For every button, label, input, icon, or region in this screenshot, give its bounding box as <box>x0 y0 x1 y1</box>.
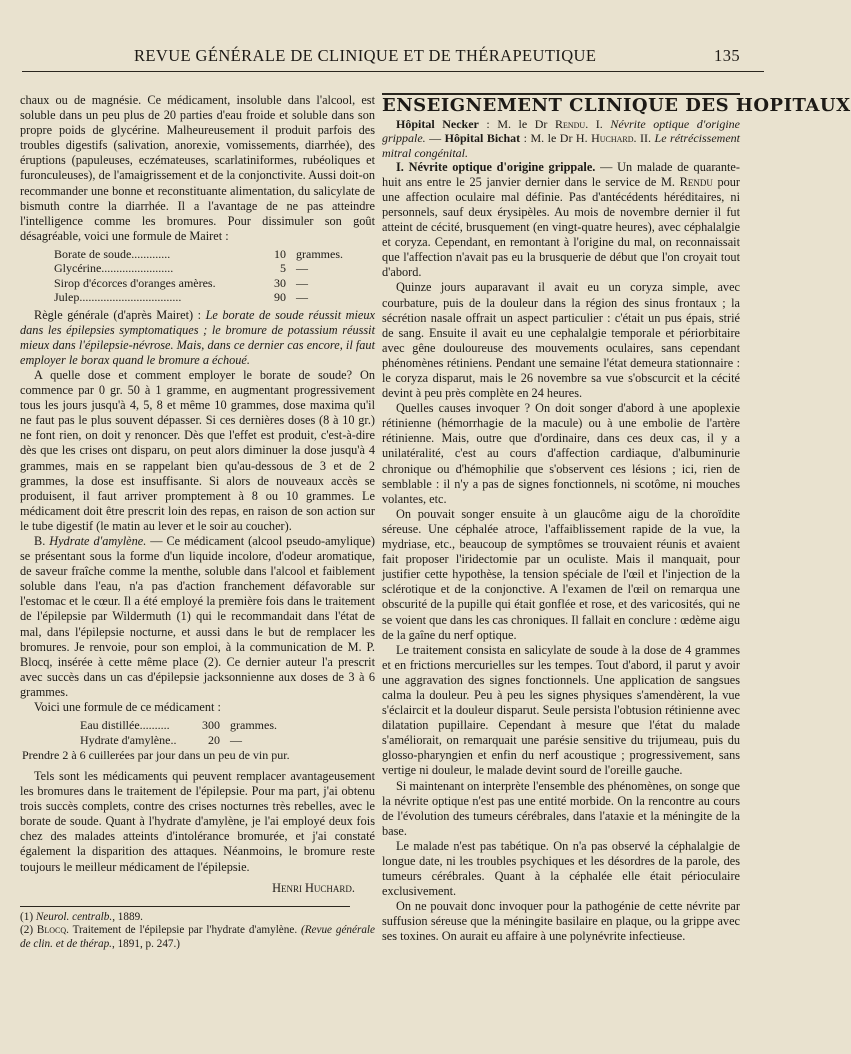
paragraph: On pouvait songer ensuite à un glaucôme aigu de la choroïdite séreuse. Une céphalée atroce, l'affaiblissement rapide de la vue, la mydriase, etc., beaucoup de symptômes se trouvaient réunis et avaient fait proposer l'iridectomie par un oculiste. Mais il manquait, pour justifier cette hypothèse, la tension spéciale de l'œil et l'injection de la sclérotique et de la conjonctive. A l'examen de l'œil on remarqua une obscurité de la pupille qui était gonflée et rose, et des varicosités, qui ne se voient que dans les cas chroniques. Il fallait en conclure : œdème aigu de la gaîne du nerf optique. <box>382 506 740 642</box>
formula-ingredient: Sirop d'écorces d'oranges amères. <box>54 275 216 290</box>
footnote <box>20 924 375 951</box>
paragraph: Si maintenant on interprète l'ensemble des phénomènes, on songe que la névrite optique n'est pas une entité morbide. On la rencontre au cours de l'évolution des tumeurs cérébrales, dans l'ataxie et la méningite de la base. <box>382 778 740 838</box>
formula-unit: grammes. <box>296 246 343 261</box>
formula-row <box>54 261 375 275</box>
formula-quantity: 90 <box>274 290 286 305</box>
hospital-name: Hôpital Bichat <box>444 131 521 146</box>
paragraph <box>20 308 375 368</box>
formula-quantity: 30 <box>274 275 286 290</box>
text-run: . I. <box>585 117 611 132</box>
formula-ingredient: Hydrate d'amylène.. <box>80 732 177 747</box>
author-signature: Henri Huchard. <box>272 880 355 895</box>
formula-unit: — <box>296 290 308 305</box>
formula-ingredient: Glycérine........................ <box>54 261 174 276</box>
paragraph: A quelle dose et comment employer le borate de soude? On commence par 0 gr. 50 à 1 gramme, en augmentant progressivement tous les jours jusqu'à 4, 5, 8 et même 10 grammes, dose maxima qu'il ne faut pas le plus souvent dépasser. Si ces dernières doses (8 à 10 gr.) ne font rien, on doit y renoncer. Dès que l'effet est produit, c'est-à-dire dès que les crises ont disparu, on peut alors diminuer la dose jusqu'à 4 grammes, mais en se rappelant bien qu'au-dessous de 3 et de 2 grammes, la dose est insuffisante. Si alors de nouveaux accès se produisent, il faut arriver promptement à 8 ou 10 grammes. Le médicament doit être prescrit loin des repas, en raison de son action sur le tube digestif (le matin au lever et le soir au coucher). <box>20 367 375 533</box>
italic-run: Le borate de soude réussit mieux dans les épilepsies symptomatiques ; le bromure de potassium réussit mieux dans l'épilepsie-névrose. Mais, dans ce dernier cas encore, il faut employer le borax quand le bromure a échoué. <box>20 307 375 367</box>
italic-run: Neurol. centralb. <box>35 910 113 923</box>
paragraph: On ne pouvait donc invoquer pour la pathogénie de cette névrite par suffusion séreuse que la méningite basilaire en plaque, ou la grippe avec ses toxines. On aurait eu affaire à une polynévrite infectieuse. <box>382 899 740 944</box>
left-column <box>20 93 375 952</box>
text-run: (2) <box>20 924 37 937</box>
text-run: : M. le Dr <box>478 117 555 132</box>
text-run: B. <box>34 533 50 548</box>
text-run: pour une affection oculaire mal définie. Pas d'antécédents héréditaires, ni personnels, sauf deux érysipèles. Au mois de novembre dernier il fut atteint de cécité, brusquement (en vingt-quatre heures), avec céphalalgie et coryza. Cependant, en remontant à l'origine du mal, on reconnaissait que l'affection n'avait pas eu la brusquerie de début que l'on croyait tout d'abord. <box>382 174 740 280</box>
dosage-instruction: Prendre 2 à 6 cuillerées par jour dans un peu de vin pur. <box>22 747 290 762</box>
running-head <box>22 44 782 68</box>
paragraph: Quelles causes invoquer ? On doit songer d'abord à une apoplexie rétinienne (hémorrhagie de la macule) ou à une embolie de l'artère rétinienne. Mais, outre que d'ordinaire, dans ces deux cas, il y a unilatéralité, c'est au cours d'affection cardiaque, d'albuminurie chronique ou d'hémophilie que s'observent ces lésions ; ici, rien de semblable : il n'y a pas de signes fonctionnels, ni scotôme, ni mouches volantes, etc. <box>382 401 740 506</box>
doctor-name: Rendu <box>679 174 713 189</box>
formula-quantity: 10 <box>274 246 286 261</box>
formula-row <box>54 290 375 304</box>
formula-unit: — <box>230 732 242 747</box>
right-column <box>382 93 851 945</box>
section-title: ENSEIGNEMENT CLINIQUE DES HOPITAUX <box>382 95 851 116</box>
doctor-name: Huchard <box>591 131 634 146</box>
hospital-name: Hôpital Necker <box>396 117 479 132</box>
author-name: Blocq <box>36 924 67 937</box>
formula-unit: — <box>296 275 308 290</box>
text-run: , 1891, p. 247.) <box>111 937 181 950</box>
formula-row <box>80 718 375 732</box>
text-run: , 1889. <box>112 910 143 923</box>
footnote <box>20 911 375 925</box>
footnotes <box>20 911 375 952</box>
formula-unit: — <box>296 261 308 276</box>
paragraph <box>20 534 375 700</box>
text-run: : M. le Dr H. <box>520 131 592 146</box>
italic-run: Névrite optique d'origine grippale. <box>382 117 740 146</box>
formula-ingredient: Julep.................................. <box>54 290 182 305</box>
paragraph: Le traitement consista en salicylate de soude à la dose de 4 grammes et en frictions mercurielles sur les tempes. Tout d'abord, il parut y avoir une aggravation des signes fonctionnels. Une application de sangsues calma la douleur. Peu à peu les signes physiques s'amendèrent, la vue s'éclaircit et la douleur disparut. Seule persista l'obtusion rétinienne avec dilatation pupillaire. Cependant à mesure que l'état du malade s'améliorait, on remarquait une parésie sensitive du trijumeau, puis du glosso-pharyngien et enfin du nerf acoustique ; progressivement, sans vertige ni douleur, le malade devint sourd de l'oreille gauche. <box>382 642 740 778</box>
doctor-name: Rendu <box>554 117 586 132</box>
formula-quantity: 20 <box>208 732 220 747</box>
paragraph: Le malade n'est pas tabétique. On n'a pas observé la céphalalgie de longue date, ni les troubles psychiques et les désordres de la parole, des tumeurs cérébrales. Quant à la céphalée elle était périoculaire exclusivement. <box>382 838 740 899</box>
mairet-formula <box>54 247 375 305</box>
formula-quantity: 300 <box>202 718 220 733</box>
text-run: — Ce médicament (alcool pseudo-amylique) se présentant sous la forme d'un liquide incolore, d'odeur aromatique, de saveur fraîche comme la menthe, soluble dans l'alcool et faiblement soluble dans l'eau, n'a pas d'action franchement défavorable sur l'estomac et le cœur. Il a été employé la première fois dans le traitement de l'épilepsie par Wildermuth (1) qui le recommandait dans l'état de mal, dans l'épilepsie nocturne, et aussi dans le but de remplacer les bromures. Je renvoie, pour son emploi, à la communication de M. P. Blocq, insérée à cette même place (2). Ce dernier auteur l'a prescrit avec succès dans un cas d'épilepsie jacksonnienne aux doses de 3 à 6 grammes. <box>20 533 375 699</box>
text-run: Règle générale (d'après Mairet) : <box>34 307 206 322</box>
text-run: . Traitement de l'épilepsie par l'hydrate d'amylène. <box>66 924 301 937</box>
amylene-formula <box>80 718 375 747</box>
paragraph <box>382 160 740 281</box>
formula-row <box>80 733 375 747</box>
paragraph: Tels sont les médicaments qui peuvent remplacer avantageusement les bromures dans le traitement de l'épilepsie. Pour ma part, j'ai obtenu trois succès complets, contre des crises nocturnes très rebelles, avec le borate de soude. Quant à l'hydrate d'amylène, je l'ai employé deux fois chez des malades atteints d'intolérance bromurée, et j'ai constaté également la disparition des attaques. Néanmoins, le bromure reste toujours le meilleur médicament de l'épilepsie. <box>20 769 375 874</box>
journal-title: REVUE GÉNÉRALE DE CLINIQUE ET DE THÉRAPEUTIQUE <box>134 46 597 65</box>
italic-run: (Revue générale de clin. et de thérap. <box>20 924 375 950</box>
text-run: (1) <box>20 910 36 923</box>
case-heading: I. Névrite optique d'origine grippale. <box>396 159 596 174</box>
paragraph: Voici une formule de ce médicament : <box>34 700 221 714</box>
italic-run: Le rétrécissement mitral congénital. <box>382 131 740 160</box>
paragraph: chaux ou de magnésie. Ce médicament, insoluble dans l'alcool, est soluble dans un peu plus de 20 parties d'eau froide et soluble dans son propre poids de glycérine. Malheureusement il produit parfois des troubles digestifs (salivation, anorexie, vomissements, diarrhée), des éruptions (papuleuses, eczémateuses, scarlatiniformes, rubéoliques et furonculeuses), de l'amaigrissement et de la conjonctivite. Aussi doit-on recommander une bonne et reconstituante alimentation, du salicylate de bismuth contre la diarrhée. Il a l'avantage de ne pas atteindre l'intelligence comme les bromures. Pour dissimuler son goût désagréable, voici une formule de Mairet : <box>20 93 375 243</box>
formula-ingredient: Borate de soude............. <box>54 246 171 261</box>
article-summary <box>382 117 740 160</box>
italic-run: Hydrate d'amylène. <box>49 533 147 548</box>
paragraph: Quinze jours auparavant il avait eu un coryza simple, avec courbature, puis de la douleur dans la région des sinus frontaux ; la sécrétion nasale offrait un aspect particulier : c'était un pus épais, strié de sang. Ensuite il avait eu une cephalalgie temporale et périorbitaire avec gêne douloureuse des mouvements oculaires, sans cependant phénomènes rétiniens. Pendant une semaine l'état demeura stationnaire : le coryza disparut, mais le 26 novembre sa vue s'obscurcit et la cécité devint à peu près complète en 24 heures. <box>382 280 740 401</box>
page-number: 135 <box>714 46 740 65</box>
formula-row <box>54 276 375 290</box>
text-run: — <box>425 131 445 146</box>
formula-quantity: 5 <box>280 261 286 276</box>
formula-ingredient: Eau distillée.......... <box>80 718 170 733</box>
text-run: — Un malade de quarante-huit ans entre le 25 janvier dernier dans le service de M. <box>382 159 740 189</box>
footnote-rule <box>20 906 350 907</box>
formula-unit: grammes. <box>230 718 277 733</box>
header-rule <box>22 71 764 72</box>
text-run: . II. <box>633 131 655 146</box>
formula-row <box>54 247 375 261</box>
